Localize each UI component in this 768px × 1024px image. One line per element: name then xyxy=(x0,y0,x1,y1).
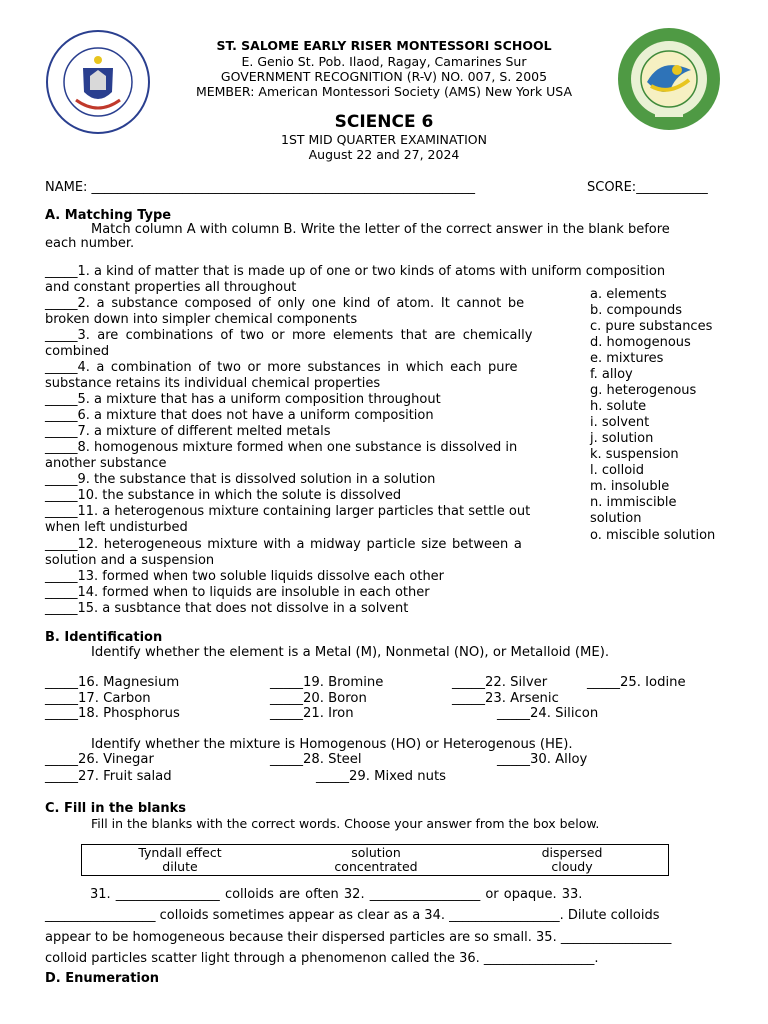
mixture-item: _____30. Alloy xyxy=(497,752,588,767)
element-item: _____21. Iron xyxy=(270,706,354,721)
government-recognition: GOVERNMENT RECOGNITION (R-V) NO. 007, S. 2005 xyxy=(220,69,548,84)
element-item: _____23. Arsenic xyxy=(452,691,559,706)
subject-title: SCIENCE 6 xyxy=(334,112,434,132)
matching-instruction: Match column A with column B. Write the letter of the correct answer in the blank before xyxy=(91,222,670,237)
mixture-item: _____26. Vinegar xyxy=(45,752,154,767)
word-option: cloudy xyxy=(551,859,593,874)
choice-item: b. compounds xyxy=(590,303,682,318)
question-line: _____12. heterogeneous mixture with a midway particle size between a xyxy=(45,537,522,552)
choice-item: i. solvent xyxy=(590,415,650,430)
choice-item: j. solution xyxy=(590,431,654,446)
mixture-item: _____27. Fruit salad xyxy=(45,769,172,784)
question-line: and constant properties all throughout xyxy=(45,280,297,295)
school-name: ST. SALOME EARLY RISER MONTESSORI SCHOOL xyxy=(216,38,552,53)
question-line: _____5. a mixture that has a uniform composition throughout xyxy=(45,392,441,407)
choice-item: n. immiscible xyxy=(590,495,677,510)
school-address: E. Genio St. Pob. Ilaod, Ragay, Camarines Sur xyxy=(241,54,527,69)
element-item: _____18. Phosphorus xyxy=(45,706,180,721)
identification-section-title: B. Identification xyxy=(45,630,163,645)
word-box xyxy=(81,844,669,876)
exam-dates: August 22 and 27, 2024 xyxy=(308,147,460,162)
element-item: _____24. Silicon xyxy=(497,706,599,721)
fill-blanks-paragraph-line: _________________ colloids sometimes appear as clear as a 34. _________________. Dilute colloids xyxy=(45,908,660,923)
fill-blanks-instruction: Fill in the blanks with the correct words. Choose your answer from the box below. xyxy=(91,816,600,831)
membership: MEMBER: American Montessori Society (AMS) New York USA xyxy=(195,84,573,99)
word-option: Tyndall effect xyxy=(138,845,222,860)
element-item: _____16. Magnesium xyxy=(45,675,180,690)
choice-item: g. heterogenous xyxy=(590,383,697,398)
word-option: concentrated xyxy=(334,859,418,874)
score-field[interactable]: SCORE:___________ xyxy=(587,180,708,195)
question-line: _____13. formed when two soluble liquids dissolve each other xyxy=(45,569,445,584)
exam-title: 1ST MID QUARTER EXAMINATION xyxy=(281,132,487,147)
question-line: combined xyxy=(45,344,110,359)
question-line: _____14. formed when to liquids are insoluble in each other xyxy=(45,585,430,600)
element-item: _____19. Bromine xyxy=(270,675,384,690)
question-line: when left undisturbed xyxy=(45,520,188,535)
element-item: _____20. Boron xyxy=(270,691,367,706)
question-line: _____10. the substance in which the solute is dissolved xyxy=(45,488,402,503)
identification-instruction-mixtures: Identify whether the mixture is Homogenous (HO) or Heterogenous (HE). xyxy=(91,737,573,752)
question-line: _____8. homogenous mixture formed when one substance is dissolved in xyxy=(45,440,518,455)
question-line: _____1. a kind of matter that is made up of one or two kinds of atoms with uniform composition xyxy=(45,264,666,279)
matching-instruction-cont: each number. xyxy=(45,236,135,251)
choice-item: l. colloid xyxy=(590,463,645,478)
element-item: _____22. Silver xyxy=(452,675,548,690)
question-line: _____9. the substance that is dissolved solution in a solution xyxy=(45,472,436,487)
choice-item: o. miscible solution xyxy=(590,528,716,543)
choice-item: e. mixtures xyxy=(590,351,664,366)
choice-item: k. suspension xyxy=(590,447,679,462)
question-line: _____6. a mixture that does not have a uniform composition xyxy=(45,408,434,423)
matching-section-title: A. Matching Type xyxy=(45,208,172,223)
choice-item: m. insoluble xyxy=(590,479,670,494)
question-line: broken down into simpler chemical components xyxy=(45,312,358,327)
choice-item: solution xyxy=(590,511,642,526)
question-line: _____7. a mixture of different melted metals xyxy=(45,424,331,439)
choice-item: h. solute xyxy=(590,399,647,414)
question-line: solution and a suspension xyxy=(45,553,215,568)
element-item: _____25. Iodine xyxy=(587,675,686,690)
choice-item: c. pure substances xyxy=(590,319,713,334)
choice-item: d. homogenous xyxy=(590,335,691,350)
word-option: solution xyxy=(351,845,401,860)
fill-blanks-paragraph-line: appear to be homogeneous because their dispersed particles are so small. 35. _________________ xyxy=(45,930,672,945)
choice-item: a. elements xyxy=(590,287,667,302)
mixture-item: _____28. Steel xyxy=(270,752,362,767)
fill-blanks-paragraph-line: colloid particles scatter light through a phenomenon called the 36. _________________. xyxy=(45,951,599,966)
word-option: dilute xyxy=(162,859,198,874)
element-item: _____17. Carbon xyxy=(45,691,151,706)
choice-item: f. alloy xyxy=(590,367,633,382)
name-field[interactable]: NAME: ___________________________________________________________ xyxy=(45,180,476,195)
deped-seal-logo xyxy=(46,30,150,134)
school-seal-logo xyxy=(617,26,721,132)
mixture-item: _____29. Mixed nuts xyxy=(316,769,447,784)
question-line: _____3. are combinations of two or more elements that are chemically xyxy=(45,328,533,343)
identification-instruction-elements: Identify whether the element is a Metal (M), Nonmetal (NO), or Metalloid (ME). xyxy=(91,645,610,660)
question-line: _____15. a susbtance that does not dissolve in a solvent xyxy=(45,601,409,616)
question-line: _____2. a substance composed of only one kind of atom. It cannot be xyxy=(45,296,525,311)
question-line: another substance xyxy=(45,456,167,471)
fill-blanks-paragraph-line: 31. ________________ colloids are often 32. _________________ or opaque. 33. xyxy=(90,887,583,902)
question-line: _____4. a combination of two or more substances in which each pure xyxy=(45,360,518,375)
fill-blanks-section-title: C. Fill in the blanks xyxy=(45,801,187,816)
word-option: dispersed xyxy=(541,845,603,860)
question-line: _____11. a heterogenous mixture containing larger particles that settle out xyxy=(45,504,531,519)
question-line: substance retains its individual chemical properties xyxy=(45,376,381,391)
enumeration-section-title: D. Enumeration xyxy=(45,971,160,986)
